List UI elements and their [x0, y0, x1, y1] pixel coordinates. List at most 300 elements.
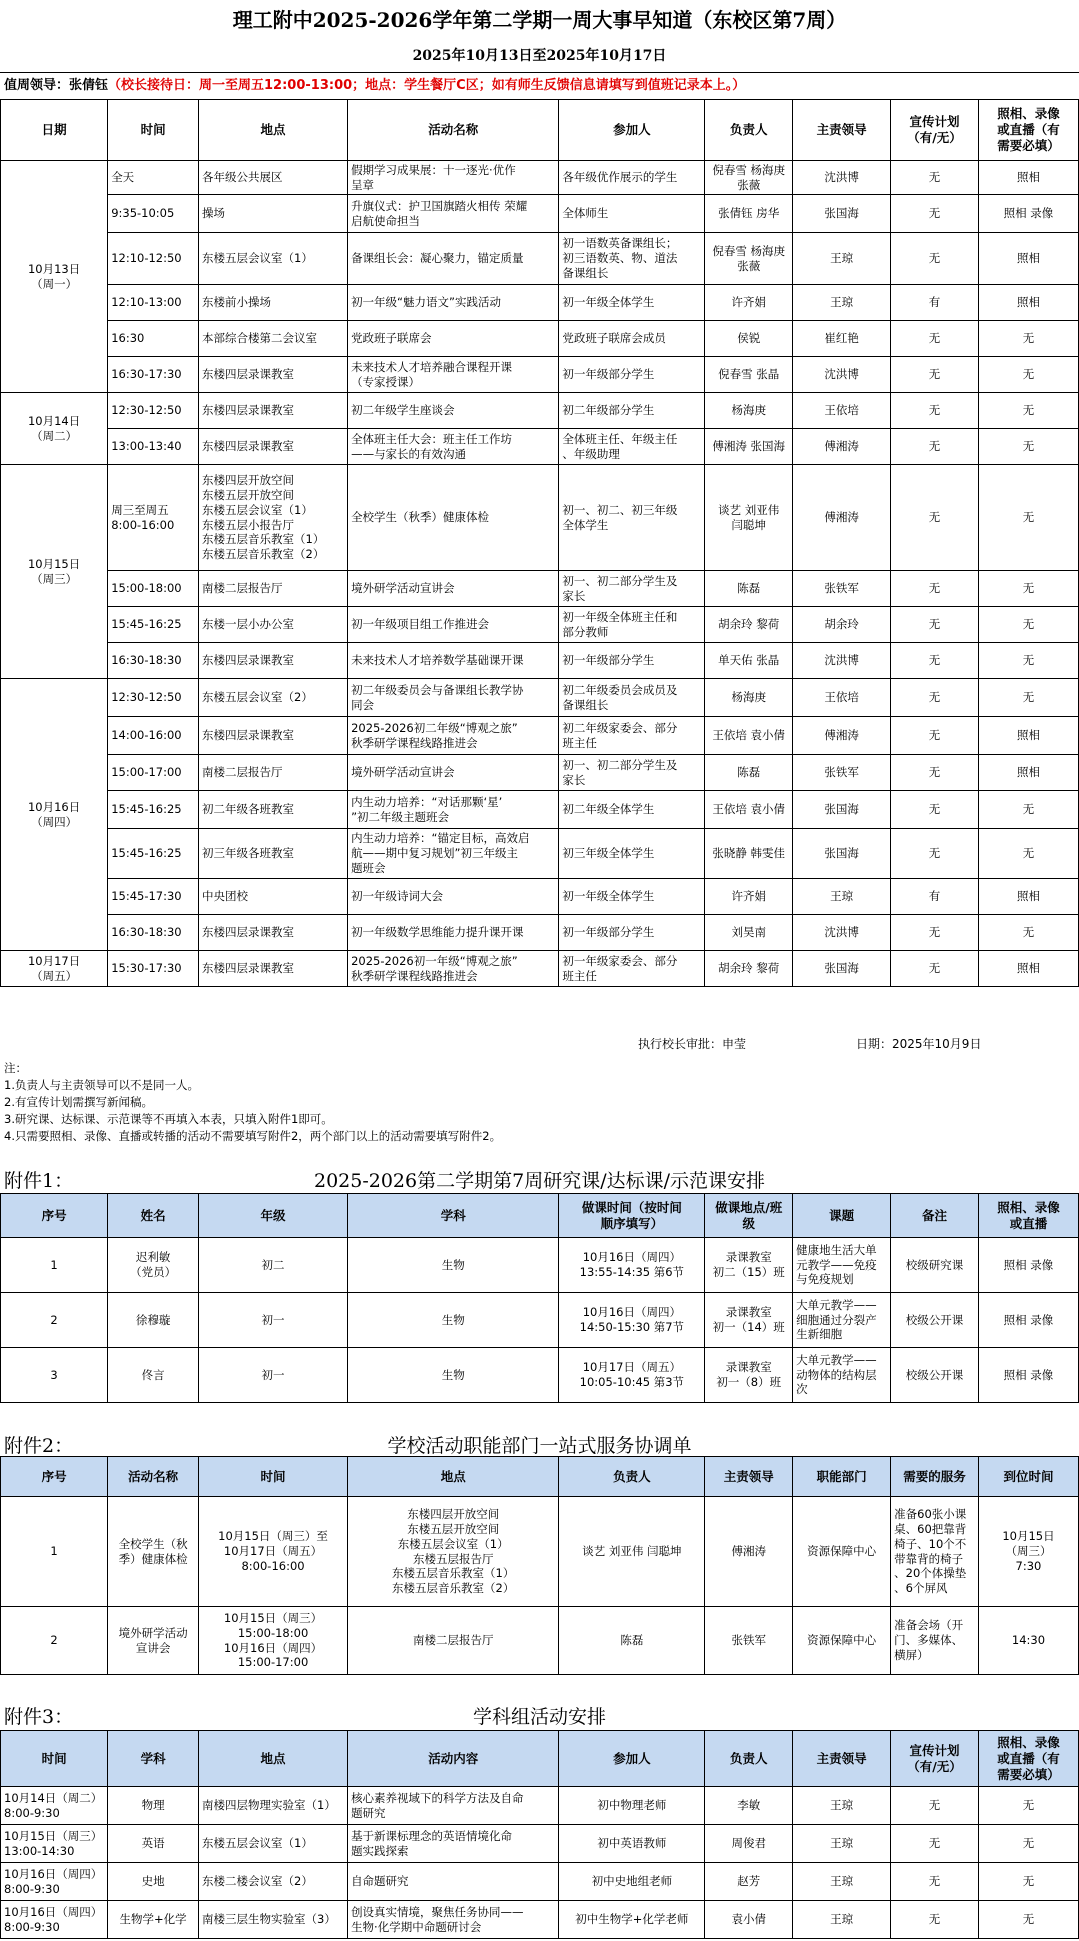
lesson-media: 照相 录像	[978, 1348, 1078, 1403]
column-header: 需要的服务	[891, 1457, 979, 1497]
service-owner: 谈艺 刘亚伟 闫聪坤	[559, 1497, 705, 1607]
event-publicity: 无	[891, 233, 979, 285]
note-line: 3.研究课、达标课、示范课等不再填入本表，只填入附件1即可。	[4, 1112, 333, 1126]
service-no: 1	[1, 1497, 108, 1607]
subject-group-row	[1, 1787, 1079, 1825]
lesson-place: 录课教室 初一（14）班	[705, 1293, 793, 1348]
column-header: 序号	[1, 1194, 108, 1238]
event-media: 照相	[978, 755, 1078, 791]
event-place: 各年级公共展区	[199, 161, 348, 195]
event-time: 15:30-17:30	[108, 951, 199, 987]
group-time: 10月15日（周三） 13:00-14:30	[1, 1825, 108, 1863]
reception-note: （校长接待日：周一至周五12:00-13:00；地点：学生餐厅C区；如有师生反馈信息请填写到值班记录本上。）	[108, 78, 746, 93]
event-owner: 倪春雪 杨海庚 张薇	[705, 233, 793, 285]
attachment3-label: 附件3：	[4, 1706, 74, 1728]
event-leader: 王琼	[793, 285, 891, 321]
service-needs: 准备60张小课 桌、60把靠背 椅子、10个不 带靠背的椅子 、20个体操垫 、6个屏风	[891, 1497, 979, 1607]
event-place: 东楼五层会议室（2）	[199, 679, 348, 717]
lesson-row	[1, 1238, 1079, 1293]
event-participants: 初三年级全体学生	[559, 829, 705, 879]
lesson-no: 1	[1, 1238, 108, 1293]
event-date: 10月13日 （周一）	[1, 161, 108, 393]
event-media: 无	[978, 607, 1078, 643]
event-activity: 初一年级“魅力语文”实践活动	[348, 285, 559, 321]
lesson-topic: 大单元教学—— 细胞通过分裂产 生新细胞	[793, 1293, 891, 1348]
event-place: 东楼四层录课教室	[199, 951, 348, 987]
lesson-no: 2	[1, 1293, 108, 1348]
group-subject: 英语	[108, 1825, 199, 1863]
event-activity: 备课组长会：凝心聚力，锚定质量	[348, 233, 559, 285]
column-header: 做课时间（按时间 顺序填写）	[559, 1194, 705, 1238]
event-row	[1, 607, 1079, 643]
event-publicity: 无	[891, 791, 979, 829]
group-subject: 物理	[108, 1787, 199, 1825]
column-header: 年级	[199, 1194, 348, 1238]
event-leader: 沈洪博	[793, 357, 891, 393]
event-media: 无	[978, 393, 1078, 429]
attachment2-title: 学校活动职能部门一站式服务协调单	[387, 1435, 692, 1457]
event-media: 无	[978, 429, 1078, 465]
lesson-topic: 健康地生活大单 元教学——免疫 与免疫规划	[793, 1238, 891, 1293]
group-content: 核心素养视域下的科学方法及自命 题研究	[348, 1787, 559, 1825]
group-media: 无	[978, 1863, 1078, 1901]
group-participants: 初中史地组老师	[559, 1863, 705, 1901]
event-activity: 全体班主任大会：班主任工作坊 ——与家长的有效沟通	[348, 429, 559, 465]
event-place: 东楼四层录课教室	[199, 643, 348, 679]
event-publicity: 无	[891, 321, 979, 357]
group-place: 东楼二楼会议室（2）	[199, 1863, 348, 1901]
event-publicity: 无	[891, 357, 979, 393]
lesson-media: 照相 录像	[978, 1238, 1078, 1293]
lesson-row	[1, 1293, 1079, 1348]
event-row	[1, 465, 1079, 571]
column-header: 备注	[891, 1194, 979, 1238]
event-time: 12:10-12:50	[108, 233, 199, 285]
attachment1-title: 2025-2026第二学期第7周研究课/达标课/示范课安排	[313, 1170, 766, 1192]
lesson-subject: 生物	[348, 1238, 559, 1293]
event-publicity: 无	[891, 717, 979, 755]
column-header: 照相、录像 或直播（有 需要必填）	[978, 100, 1078, 161]
column-header: 活动名称	[108, 1457, 199, 1497]
event-participants: 全体师生	[559, 195, 705, 233]
event-activity: 初二年级学生座谈会	[348, 393, 559, 429]
event-owner: 陈磊	[705, 571, 793, 607]
event-time: 15:45-16:25	[108, 791, 199, 829]
event-time: 15:45-16:25	[108, 829, 199, 879]
weekly-events-table	[0, 99, 1079, 987]
event-leader: 王琼	[793, 879, 891, 915]
event-owner: 王依培 袁小倩	[705, 791, 793, 829]
lesson-remark: 校级公开课	[891, 1348, 979, 1403]
column-header: 地点	[348, 1457, 559, 1497]
event-participants: 初一年级全体学生	[559, 285, 705, 321]
event-media: 照相	[978, 951, 1078, 987]
note-line: 1.负责人与主责领导可以不是同一人。	[4, 1078, 199, 1092]
event-media: 照相	[978, 161, 1078, 195]
column-header: 姓名	[108, 1194, 199, 1238]
column-header: 宣传计划 （有/无）	[891, 100, 979, 161]
group-leader: 王琼	[793, 1825, 891, 1863]
event-activity: 内生动力培养：“对话那颗‘星’ ”初二年级主题班会	[348, 791, 559, 829]
event-media: 无	[978, 679, 1078, 717]
group-place: 南楼三层生物实验室（3）	[199, 1901, 348, 1939]
group-content: 基于新课标理念的英语情境化命 题实践探索	[348, 1825, 559, 1863]
event-date: 10月14日 （周二）	[1, 393, 108, 465]
event-leader: 王依培	[793, 393, 891, 429]
column-header: 照相、录像 或直播（有 需要必填）	[978, 1731, 1078, 1787]
event-media: 无	[978, 465, 1078, 571]
teacher-name: 迟利敏 （党员）	[108, 1238, 199, 1293]
group-time: 10月16日（周四） 8:00-9:30	[1, 1901, 108, 1939]
event-media: 照相	[978, 717, 1078, 755]
event-leader: 张国海	[793, 951, 891, 987]
attachment1-label: 附件1：	[4, 1170, 74, 1192]
event-place: 东楼五层会议室（1）	[199, 233, 348, 285]
event-time: 全天	[108, 161, 199, 195]
event-date: 10月17日 （周五）	[1, 951, 108, 987]
event-row	[1, 195, 1079, 233]
event-place: 东楼一层小办公室	[199, 607, 348, 643]
event-row	[1, 393, 1079, 429]
event-media: 无	[978, 791, 1078, 829]
event-date: 10月15日 （周三）	[1, 465, 108, 679]
event-publicity: 无	[891, 195, 979, 233]
group-publicity: 无	[891, 1901, 979, 1939]
event-publicity: 无	[891, 829, 979, 879]
event-participants: 初二年级家委会、部分 班主任	[559, 717, 705, 755]
service-activity: 全校学生（秋 季）健康体检	[108, 1497, 199, 1607]
event-owner: 倪春雪 张晶	[705, 357, 793, 393]
attachment2-header	[0, 1425, 1079, 1457]
lesson-grade: 初一	[199, 1348, 348, 1403]
event-leader: 张国海	[793, 829, 891, 879]
column-header: 地点	[199, 100, 348, 161]
event-media: 无	[978, 915, 1078, 951]
event-place: 初二年级各班教室	[199, 791, 348, 829]
event-time: 12:30-12:50	[108, 679, 199, 717]
event-activity: 2025-2026初一年级“博观之旅” 秋季研学课程线路推进会	[348, 951, 559, 987]
event-leader: 张铁军	[793, 571, 891, 607]
service-time: 10月15日（周三） 15:00-18:00 10月16日（周四） 15:00-17:00	[199, 1607, 348, 1675]
event-participants: 初一语数英备课组长； 初三语数英、物、道法 备课组长	[559, 233, 705, 285]
event-leader: 王依培	[793, 679, 891, 717]
group-time: 10月16日（周四） 8:00-9:30	[1, 1863, 108, 1901]
event-row	[1, 951, 1079, 987]
group-leader: 王琼	[793, 1863, 891, 1901]
column-header: 做课地点/班 级	[705, 1194, 793, 1238]
service-no: 2	[1, 1607, 108, 1675]
event-time: 12:10-13:00	[108, 285, 199, 321]
event-participants: 初一年级部分学生	[559, 643, 705, 679]
attachment1-table	[0, 1193, 1079, 1403]
group-participants: 初中生物学+化学老师	[559, 1901, 705, 1939]
event-place: 南楼二层报告厅	[199, 571, 348, 607]
lesson-remark: 校级研究课	[891, 1238, 979, 1293]
event-place: 中央团校	[199, 879, 348, 915]
notes	[4, 1060, 501, 1145]
event-media: 照相	[978, 285, 1078, 321]
event-time: 16:30-17:30	[108, 357, 199, 393]
event-leader: 张铁军	[793, 755, 891, 791]
service-place: 东楼四层开放空间 东楼五层开放空间 东楼五层会议室（1） 东楼五层报告厅 东楼五层音乐教室（1） 东楼五层音乐教室（2）	[348, 1497, 559, 1607]
event-place: 本部综合楼第二会议室	[199, 321, 348, 357]
event-leader: 傅湘涛	[793, 429, 891, 465]
lesson-grade: 初一	[199, 1293, 348, 1348]
date-range: 2025年10月13日至2025年10月17日	[412, 48, 667, 64]
event-publicity: 有	[891, 879, 979, 915]
event-row	[1, 679, 1079, 717]
note-line: 注：	[4, 1061, 27, 1075]
event-participants: 初一、初二部分学生及 家长	[559, 571, 705, 607]
event-time: 15:00-18:00	[108, 571, 199, 607]
column-header: 参加人	[559, 1731, 705, 1787]
service-dept: 资源保障中心	[793, 1607, 891, 1675]
column-header: 活动名称	[348, 100, 559, 161]
event-place: 东楼四层录课教室	[199, 915, 348, 951]
event-publicity: 无	[891, 951, 979, 987]
group-place: 南楼四层物理实验室（1）	[199, 1787, 348, 1825]
lesson-remark: 校级公开课	[891, 1293, 979, 1348]
group-owner: 周俊君	[705, 1825, 793, 1863]
column-header: 负责人	[705, 1731, 793, 1787]
event-publicity: 无	[891, 465, 979, 571]
event-activity: 全校学生（秋季）健康体检	[348, 465, 559, 571]
event-media: 照相	[978, 879, 1078, 915]
lesson-no: 3	[1, 1348, 108, 1403]
event-owner: 谈艺 刘亚伟 闫聪坤	[705, 465, 793, 571]
event-row	[1, 429, 1079, 465]
event-time: 15:45-16:25	[108, 607, 199, 643]
duty-leader-line	[0, 72, 1079, 100]
event-participants: 初二年级委员会成员及 备课组长	[559, 679, 705, 717]
subject-group-row	[1, 1901, 1079, 1939]
event-leader: 王琼	[793, 233, 891, 285]
lesson-grade: 初二	[199, 1238, 348, 1293]
lesson-time: 10月17日（周五） 10:05-10:45 第3节	[559, 1348, 705, 1403]
group-publicity: 无	[891, 1863, 979, 1901]
approval-date: 日期：2025年10月9日	[856, 1037, 982, 1051]
service-owner: 陈磊	[559, 1607, 705, 1675]
event-media: 无	[978, 643, 1078, 679]
event-publicity: 无	[891, 161, 979, 195]
event-participants: 初一年级全体学生	[559, 879, 705, 915]
group-participants: 初中英语教师	[559, 1825, 705, 1863]
attachment1-header	[0, 1160, 1079, 1192]
group-subject: 生物学+化学	[108, 1901, 199, 1939]
group-media: 无	[978, 1825, 1078, 1863]
group-owner: 袁小倩	[705, 1901, 793, 1939]
event-owner: 杨海庚	[705, 679, 793, 717]
column-header: 地点	[199, 1731, 348, 1787]
service-time: 10月15日（周三）至 10月17日（周五） 8:00-16:00	[199, 1497, 348, 1607]
attachment3-title: 学科组活动安排	[472, 1706, 606, 1728]
event-row	[1, 755, 1079, 791]
column-header: 主责领导	[793, 1731, 891, 1787]
event-leader: 崔红艳	[793, 321, 891, 357]
event-participants: 初一年级全体班主任和 部分教师	[559, 607, 705, 643]
event-activity: 2025-2026初二年级“博观之旅” 秋季研学课程线路推进会	[348, 717, 559, 755]
service-row	[1, 1497, 1079, 1607]
event-owner: 单天佑 张晶	[705, 643, 793, 679]
event-time: 周三至周五 8:00-16:00	[108, 465, 199, 571]
event-place: 初三年级各班教室	[199, 829, 348, 879]
event-row	[1, 161, 1079, 195]
event-owner: 刘昊南	[705, 915, 793, 951]
event-row	[1, 879, 1079, 915]
event-time: 12:30-12:50	[108, 393, 199, 429]
service-leader: 傅湘涛	[705, 1497, 793, 1607]
event-owner: 傅湘涛 张国海	[705, 429, 793, 465]
event-owner: 杨海庚	[705, 393, 793, 429]
event-publicity: 有	[891, 285, 979, 321]
event-owner: 胡余玲 黎荷	[705, 607, 793, 643]
event-time: 16:30-18:30	[108, 643, 199, 679]
column-header: 活动内容	[348, 1731, 559, 1787]
attachment2-table	[0, 1456, 1079, 1675]
lesson-place: 录课教室 初一（8）班	[705, 1348, 793, 1403]
service-activity: 境外研学活动 宣讲会	[108, 1607, 199, 1675]
column-header: 职能部门	[793, 1457, 891, 1497]
lesson-row	[1, 1348, 1079, 1403]
event-owner: 张倩钰 房华	[705, 195, 793, 233]
event-row	[1, 571, 1079, 607]
event-participants: 初一、初二、初三年级 全体学生	[559, 465, 705, 571]
event-participants: 初二年级部分学生	[559, 393, 705, 429]
lesson-place: 录课教室 初二（15）班	[705, 1238, 793, 1293]
event-media: 无	[978, 321, 1078, 357]
column-header: 学科	[348, 1194, 559, 1238]
event-participants: 初一年级部分学生	[559, 357, 705, 393]
note-line: 2.有宣传计划需撰写新闻稿。	[4, 1095, 153, 1109]
event-publicity: 无	[891, 755, 979, 791]
event-leader: 沈洪博	[793, 161, 891, 195]
approver: 执行校长审批：申莹	[638, 1037, 747, 1051]
column-header: 负责人	[705, 100, 793, 161]
service-leader: 张铁军	[705, 1607, 793, 1675]
event-media: 无	[978, 829, 1078, 879]
event-media: 照相 录像	[978, 195, 1078, 233]
teacher-name: 徐穆璇	[108, 1293, 199, 1348]
event-leader: 傅湘涛	[793, 465, 891, 571]
column-header: 学科	[108, 1731, 199, 1787]
group-media: 无	[978, 1901, 1078, 1939]
group-publicity: 无	[891, 1825, 979, 1863]
event-activity: 升旗仪式：护卫国旗踏火相传 荣耀 启航使命担当	[348, 195, 559, 233]
attachment3-header	[0, 1696, 1079, 1728]
service-needs: 准备会场（开 门、多媒体、 横屏）	[891, 1607, 979, 1675]
approval-line	[0, 1033, 1079, 1053]
column-header: 宣传计划 （有/无）	[891, 1731, 979, 1787]
event-time: 9:35-10:05	[108, 195, 199, 233]
event-place: 东楼四层录课教室	[199, 357, 348, 393]
group-time: 10月14日（周二） 8:00-9:30	[1, 1787, 108, 1825]
column-header: 时间	[1, 1731, 108, 1787]
event-publicity: 无	[891, 429, 979, 465]
event-time: 14:00-16:00	[108, 717, 199, 755]
event-time: 13:00-13:40	[108, 429, 199, 465]
event-activity: 初一年级数学思维能力提升课开课	[348, 915, 559, 951]
column-header: 参加人	[559, 100, 705, 161]
service-place: 南楼二层报告厅	[348, 1607, 559, 1675]
column-header: 主责领导	[705, 1457, 793, 1497]
event-place: 东楼四层录课教室	[199, 429, 348, 465]
event-owner: 许齐娟	[705, 879, 793, 915]
group-owner: 赵芳	[705, 1863, 793, 1901]
event-row	[1, 791, 1079, 829]
group-leader: 王琼	[793, 1901, 891, 1939]
group-content: 创设真实情境，聚焦任务协同—— 生物·化学期中命题研讨会	[348, 1901, 559, 1939]
column-header: 照相、录像 或直播	[978, 1194, 1078, 1238]
group-owner: 李敏	[705, 1787, 793, 1825]
group-media: 无	[978, 1787, 1078, 1825]
event-activity: 未来技术人才培养融合课程开课 （专家授课）	[348, 357, 559, 393]
event-time: 15:00-17:00	[108, 755, 199, 791]
lesson-media: 照相 录像	[978, 1293, 1078, 1348]
event-owner: 王依培 袁小倩	[705, 717, 793, 755]
event-row	[1, 915, 1079, 951]
column-header: 到位时间	[978, 1457, 1078, 1497]
lesson-subject: 生物	[348, 1348, 559, 1403]
event-media: 照相	[978, 233, 1078, 285]
lesson-time: 10月16日（周四） 13:55-14:35 第6节	[559, 1238, 705, 1293]
event-time: 16:30	[108, 321, 199, 357]
group-subject: 史地	[108, 1863, 199, 1901]
column-header: 主责领导	[793, 100, 891, 161]
event-activity: 初一年级项目组工作推进会	[348, 607, 559, 643]
column-header: 序号	[1, 1457, 108, 1497]
column-header: 时间	[199, 1457, 348, 1497]
event-activity: 党政班子联席会	[348, 321, 559, 357]
event-owner: 倪春雪 杨海庚 张薇	[705, 161, 793, 195]
event-leader: 沈洪博	[793, 643, 891, 679]
event-row	[1, 321, 1079, 357]
event-place: 南楼二层报告厅	[199, 755, 348, 791]
event-leader: 傅湘涛	[793, 717, 891, 755]
note-line: 4.只需要照相、录像、直播或转播的活动不需要填写附件2，两个部门以上的活动需要填写附件2。	[4, 1129, 502, 1143]
group-participants: 初中物理老师	[559, 1787, 705, 1825]
event-row	[1, 717, 1079, 755]
event-owner: 张晓静 韩雯佳	[705, 829, 793, 879]
event-participants: 初二年级全体学生	[559, 791, 705, 829]
attachment3-table	[0, 1730, 1079, 1939]
event-media: 无	[978, 571, 1078, 607]
event-leader: 张国海	[793, 791, 891, 829]
event-publicity: 无	[891, 607, 979, 643]
event-participants: 初一、初二部分学生及 家长	[559, 755, 705, 791]
event-place: 东楼四层开放空间 东楼五层开放空间 东楼五层会议室（1） 东楼五层小报告厅 东楼五层音乐教室（1） 东楼五层音乐教室（2）	[199, 465, 348, 571]
event-activity: 初一年级诗词大会	[348, 879, 559, 915]
group-content: 自命题研究	[348, 1863, 559, 1901]
event-row	[1, 233, 1079, 285]
lesson-topic: 大单元教学—— 动物体的结构层 次	[793, 1348, 891, 1403]
service-row	[1, 1607, 1079, 1675]
event-row	[1, 643, 1079, 679]
group-leader: 王琼	[793, 1787, 891, 1825]
event-leader: 沈洪博	[793, 915, 891, 951]
column-header: 课题	[793, 1194, 891, 1238]
event-date: 10月16日 （周四）	[1, 679, 108, 951]
event-activity: 境外研学活动宣讲会	[348, 755, 559, 791]
column-header: 时间	[108, 100, 199, 161]
event-activity: 假期学习成果展：十一逐光·优作 呈章	[348, 161, 559, 195]
event-time: 15:45-17:30	[108, 879, 199, 915]
event-media: 无	[978, 357, 1078, 393]
subject-group-row	[1, 1863, 1079, 1901]
event-publicity: 无	[891, 393, 979, 429]
subject-group-row	[1, 1825, 1079, 1863]
event-place: 东楼四层录课教室	[199, 717, 348, 755]
lesson-time: 10月16日（周四） 14:50-15:30 第7节	[559, 1293, 705, 1348]
